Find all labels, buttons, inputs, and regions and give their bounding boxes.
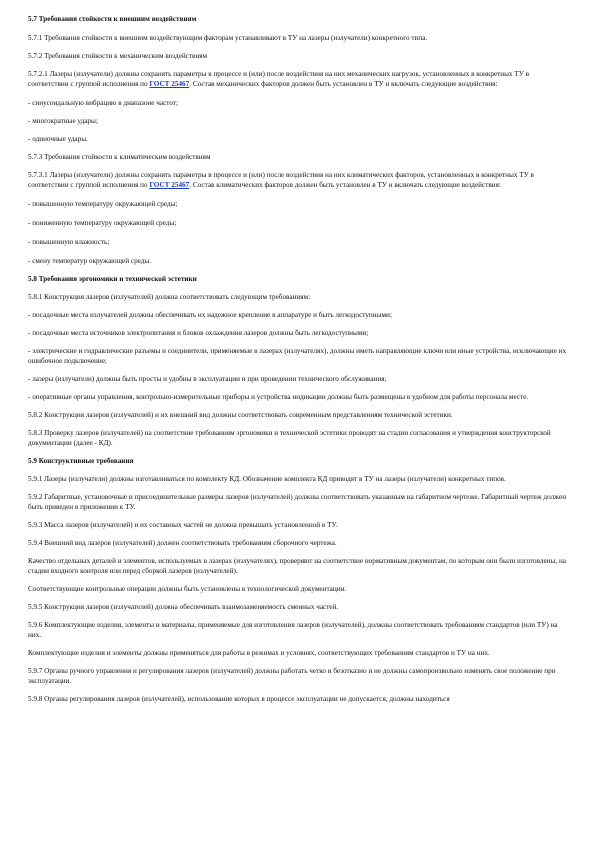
list-item: - многократные удары;	[28, 117, 98, 125]
paragraph-5-9-6: 5.9.6 Комплектующие изделия, элементы и материалы, применяемые для изготовления лазеров (излучателей), должны соответствовать требованиям стандартов (или ТУ) на них.	[28, 621, 558, 639]
paragraph-quality-check: Качество отдельных деталей и элементов, используемых в лазерах (излучателях), проверяют на соответствие нормативным документам, по которым они были изготовлены, на стадии входного контроля или перед сборкой лазеров (излучателей).	[28, 557, 566, 575]
section-heading-5-9: 5.9 Конструктивные требования	[28, 457, 134, 465]
paragraph-5-7-1: 5.7.1 Требования стойкости к внешним воздействующим факторам устанавливают в ТУ на лазеры (излучатели) конкретного типа.	[28, 34, 428, 42]
section-heading-5-8: 5.8 Требования эргономики и технической эстетики	[28, 275, 197, 283]
list-item: - смену температур окружающей среды.	[28, 257, 152, 265]
paragraph-5-9-4: 5.9.4 Внешний вид лазеров (излучателей) должен соответствовать требованиям сборочного чертежа.	[28, 539, 337, 547]
paragraph-text: 5.7.3.1 Лазеры (излучатели) должны сохранять параметры в процессе и (или) после воздействия на них климатических факторов, установленных в конкретных ТУ в соответствии с группой исполнения по	[28, 171, 534, 189]
paragraph-5-9-5: 5.9.5 Конструкция лазеров (излучателей) должна обеспечивать взаимозаменяемость сменных частей.	[28, 603, 339, 611]
gost-25467-link[interactable]: ГОСТ 25467	[149, 80, 190, 88]
paragraph-text: . Состав механических факторов должен быть установлен в ТУ и включать следующие воздействия:	[189, 80, 498, 88]
paragraph-5-9-3: 5.9.3 Масса лазеров (излучателей) и их составных частей не должна превышать установленной в ТУ.	[28, 521, 338, 529]
paragraph-5-8-2: 5.8.2 Конструкция лазеров (излучателей) и их внешний вид должны соответствовать современным представлениям технической эстетики.	[28, 411, 453, 419]
list-item: - электрические и гидравлические разъемы и соединители, применяемые в лазерах (излучателях), должны иметь направляющие ключи или иные устройства, исключающие их ошибочное подключение;	[28, 347, 567, 365]
paragraph-control-operations: Соответствующие контрольные операции должны быть установлены в технологической документации.	[28, 585, 347, 593]
paragraph-5-7-3-1	[28, 170, 567, 190]
list-item: - лазеры (излучатели) должны быть просты и удобны в эксплуатации и при проведении технического обслуживания;	[28, 375, 387, 383]
paragraph-5-9-1: 5.9.1 Лазеры (излучатели) должны изготавливаться по комплекту КД. Обозначение комплекта КД приводят в ТУ на лазеры (излучатели) конкретных типов.	[28, 475, 506, 483]
list-item: - пониженную температуру окружающей среды;	[28, 219, 177, 227]
paragraph-5-8-3: 5.8.3 Проверку лазеров (излучателей) на соответствие требованиям эргономики и технической эстетики проводят на стадии согласования и утверждения конструкторской документации (далее - КД).	[28, 429, 551, 447]
paragraph-5-9-2: 5.9.2 Габаритные, установочные и присоединительные размеры лазеров (излучателей) должны соответствовать указанным на габаритном чертеже. Габаритный чертеж должен быть приведен в приложении к ТУ.	[28, 493, 567, 511]
list-item: - оперативные органы управления, контрольно-измерительные приборы и устройства индикации должны быть размещены в удобном для работы персонала месте.	[28, 393, 529, 401]
section-heading-5-7: 5.7 Требования стойкости к внешним воздействиям	[28, 15, 197, 23]
list-item: - синусоидальную вибрацию в диапазоне частот;	[28, 99, 178, 107]
paragraph-5-9-8: 5.9.8 Органы регулирования лазеров (излучателей), использование которых в процессе эксплуатации не допускается, должны находиться	[28, 695, 450, 703]
paragraph-5-8-1: 5.8.1 Конструкция лазеров (излучателей) должна соответствовать следующим требованиям:	[28, 293, 311, 301]
list-item: - одиночные удары.	[28, 135, 88, 143]
paragraph-text: 5.7.2.1 Лазеры (излучатели) должны сохранять параметры в процессе и (или) после воздействия на них механических нагрузок, установленных в конкретных ТУ в соответствии с группой исполнения по	[28, 70, 529, 88]
paragraph-5-7-2-1	[28, 69, 567, 89]
paragraph-5-9-7: 5.9.7 Органы ручного управления и регулирования лазеров (излучателей) должны работать четко и безотказно и не должны самопроизвольно изменять свое положение при эксплуатации.	[28, 667, 556, 685]
paragraph-components: Комплектующие изделия и элементы должны применяться для работы в режимах и условиях, соответствующих требованиям стандартов и ТУ на них.	[28, 649, 490, 657]
list-item: - повышенную влажность;	[28, 238, 110, 246]
subheading-5-7-3: 5.7.3 Требования стойкости к климатическим воздействиям	[28, 153, 211, 161]
list-item: - посадочные места источников электропитания и блоков охлаждения лазеров должны быть легкодоступными;	[28, 329, 369, 337]
paragraph-text: . Состав климатических факторов должен быть установлен в ТУ и включать следующие воздействия:	[189, 181, 501, 189]
gost-25467-link[interactable]: ГОСТ 25467	[149, 181, 190, 189]
list-item: - посадочные места излучателей должны обеспечивать их надежное крепление в аппаратуре и быть легкодоступными;	[28, 311, 392, 319]
list-item: - повышенную температуру окружающей среды;	[28, 200, 178, 208]
subheading-5-7-2: 5.7.2 Требования стойкости к механическим воздействиям	[28, 52, 208, 60]
